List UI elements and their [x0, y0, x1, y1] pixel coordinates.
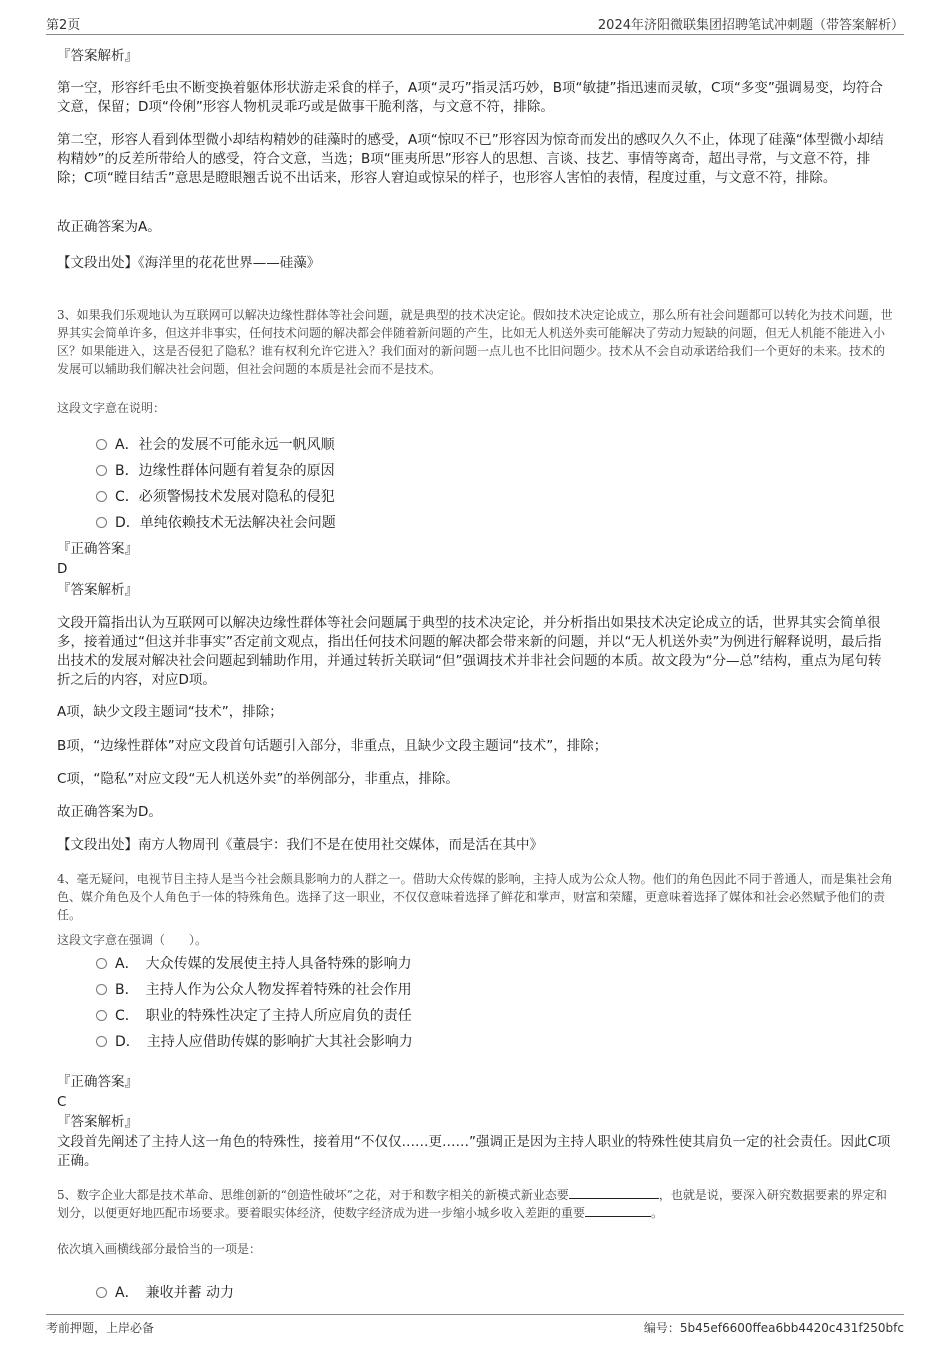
q3-option-d[interactable]: D．单纯依赖技术无法解决社会问题: [96, 513, 336, 533]
q2-analysis-label: 『答案解析』: [57, 48, 138, 64]
q3-option-a[interactable]: A．社会的发展不可能永远一帆风顺: [96, 435, 335, 455]
q2-analysis-para1: 第一空，形容纤毛虫不断变换着躯体形状游走采食的样子，A项“灵巧”指灵活巧妙，B项“敏捷”指迅速而灵敏，C项“多变”强调易变，均符合文意，保留；D项“伶俐”形容人物机灵乖巧或是做事干脆利落，与文意不符，排除。: [57, 80, 883, 115]
page-number: 第2页: [46, 18, 81, 33]
radio-icon[interactable]: [96, 439, 107, 450]
radio-icon[interactable]: [96, 984, 107, 995]
q4-option-c[interactable]: C． 职业的特殊性决定了主持人所应肩负的责任: [96, 1006, 412, 1026]
q3-answer-label: 『正确答案』: [57, 541, 138, 557]
blank-line-2: [585, 1204, 651, 1217]
q5-stem: 5、数字企业大都是技术革命、思维创新的“创造性破坏”之花，对于和数字相关的新模式新业态要 ，也就是说，要深入研究数据要素的界定和划分，以便更好地匹配市场要求。要着眼实体经济，使数字经济成为进一步缩小城乡收入差距的重要 。: [57, 1188, 887, 1220]
q3-option-c[interactable]: C．必须警惕技术发展对隐私的侵犯: [96, 487, 335, 507]
radio-icon[interactable]: [96, 517, 107, 528]
page-header: [46, 14, 904, 35]
q5-prompt: 依次填入画横线部分最恰当的一项是：: [57, 1242, 262, 1256]
q4-option-b[interactable]: B． 主持人作为公众人物发挥着特殊的社会作用: [96, 980, 412, 1000]
q4-answer: C: [57, 1094, 67, 1110]
q4-prompt: 这段文字意在强调（ ）。: [57, 933, 208, 947]
q4-option-d[interactable]: D． 主持人应借助传媒的影响扩大其社会影响力: [96, 1032, 413, 1052]
blank-line-1: [569, 1186, 659, 1199]
document-id: 编号：5b45ef6600ffea6bb4420c431f250bfc: [643, 1321, 904, 1335]
q3-analysis: 文段开篇指出认为互联网可以解决边缘性群体等社会问题属于典型的技术决定论，并分析指出如果技术决定论成立的话，世界其实会简单很多，接着通过“但这并非事实”否定前文观点，指出任何技术问题的解决都会带来新的问题，并以“无人机送外卖”为例进行解释说明，最后指出技术的发展对解决社会问题起到辅助作用，并通过转折关联词“但”强调技术并非社会问题的本质。故文段为“分—总”结构，重点为尾句转折之后的内容，对应D项。: [57, 615, 882, 688]
radio-icon[interactable]: [96, 958, 107, 969]
q3-stem: 3、如果我们乐观地认为互联网可以解决边缘性群体等社会问题，就是典型的技术决定论。假如技术决定论成立，那么所有社会问题都可以转化为技术问题，世界其实会简单许多，但这并非事实，任何技术问题的解决都会伴随着新问题的产生，比如无人机送外卖可能解决了劳动力短缺的问题，但无人机能不能进入小区？如果能进入，这是否侵犯了隐私？谁有权利允许它进入？我们面对的新问题一点儿也不比旧问题少。技术从不会自动承诺给我们一个更好的未来。技术的发展可以辅助我们解决社会问题，但社会问题的本质是社会而不是技术。: [57, 308, 893, 376]
page-footer: [46, 1314, 904, 1335]
q4-analysis-label: 『答案解析』: [57, 1114, 138, 1130]
q3-conclusion: 故正确答案为D。: [57, 804, 162, 820]
q3-analysis-label: 『答案解析』: [57, 582, 138, 598]
q2-conclusion: 故正确答案为A。: [57, 219, 161, 235]
document-title: 2024年济阳微联集团招聘笔试冲刺题（带答案解析）: [597, 18, 904, 33]
q3-answer: D: [57, 561, 68, 577]
q3-note-b: B项，“边缘性群体”对应文段首句话题引入部分，非重点，且缺少文段主题词“技术”，排除；: [57, 738, 608, 754]
q4-answer-label: 『正确答案』: [57, 1074, 138, 1090]
q2-analysis-para2: 第二空，形容人看到体型微小却结构精妙的硅藻时的感受，A项“惊叹不已”形容因为惊奇而发出的感叹久久不止，体现了硅藻“体型微小却结构精妙”的反差所带给人的感受，符合文意，当选；B项“匪夷所思”形容人的思想、言谈、技艺、事情等离奇，超出寻常，与文意不符，排除；C项“瞠目结舌”意思是瞪眼翘舌说不出话来，形容人窘迫或惊呆的样子，也形容人害怕的表情，程度过重，与文意不符，排除。: [57, 132, 884, 186]
q5-option-a[interactable]: A． 兼收并蓄 动力: [96, 1283, 234, 1303]
footer-slogan: 考前押题，上岸必备: [46, 1321, 155, 1335]
q3-note-c: C项，“隐私”对应文段“无人机送外卖”的举例部分，非重点，排除。: [57, 771, 459, 787]
radio-icon[interactable]: [96, 1010, 107, 1021]
q3-prompt: 这段文字意在说明：: [57, 401, 166, 415]
radio-icon[interactable]: [96, 1036, 107, 1047]
q4-option-a[interactable]: A． 大众传媒的发展使主持人具备特殊的影响力: [96, 954, 412, 974]
radio-icon[interactable]: [96, 491, 107, 502]
q4-analysis: 文段首先阐述了主持人这一角色的特殊性，接着用“不仅仅……更……”强调正是因为主持人职业的特殊性使其肩负一定的社会责任。因此C项正确。: [57, 1134, 891, 1169]
radio-icon[interactable]: [96, 1287, 107, 1298]
q2-source: 【文段出处】《海洋里的花花世界——硅藻》: [57, 255, 321, 271]
q4-stem: 4、毫无疑问，电视节目主持人是当今社会颇具影响力的人群之一。借助大众传媒的影响，主持人成为公众人物。他们的角色因此不同于普通人，而是集社会角色、媒介角色及个人角色于一体的特殊角色。选择了这一职业，不仅仅意味着选择了鲜花和掌声，财富和荣耀，更意味着选择了媒体和社会必然赋予他们的责任。: [57, 872, 893, 922]
radio-icon[interactable]: [96, 465, 107, 476]
q3-source: 【文段出处】南方人物周刊《董晨宇：我们不是在使用社交媒体，而是活在其中》: [57, 837, 543, 853]
q3-note-a: A项，缺少文段主题词“技术”，排除；: [57, 704, 283, 720]
q3-option-b[interactable]: B．边缘性群体问题有着复杂的原因: [96, 461, 335, 481]
